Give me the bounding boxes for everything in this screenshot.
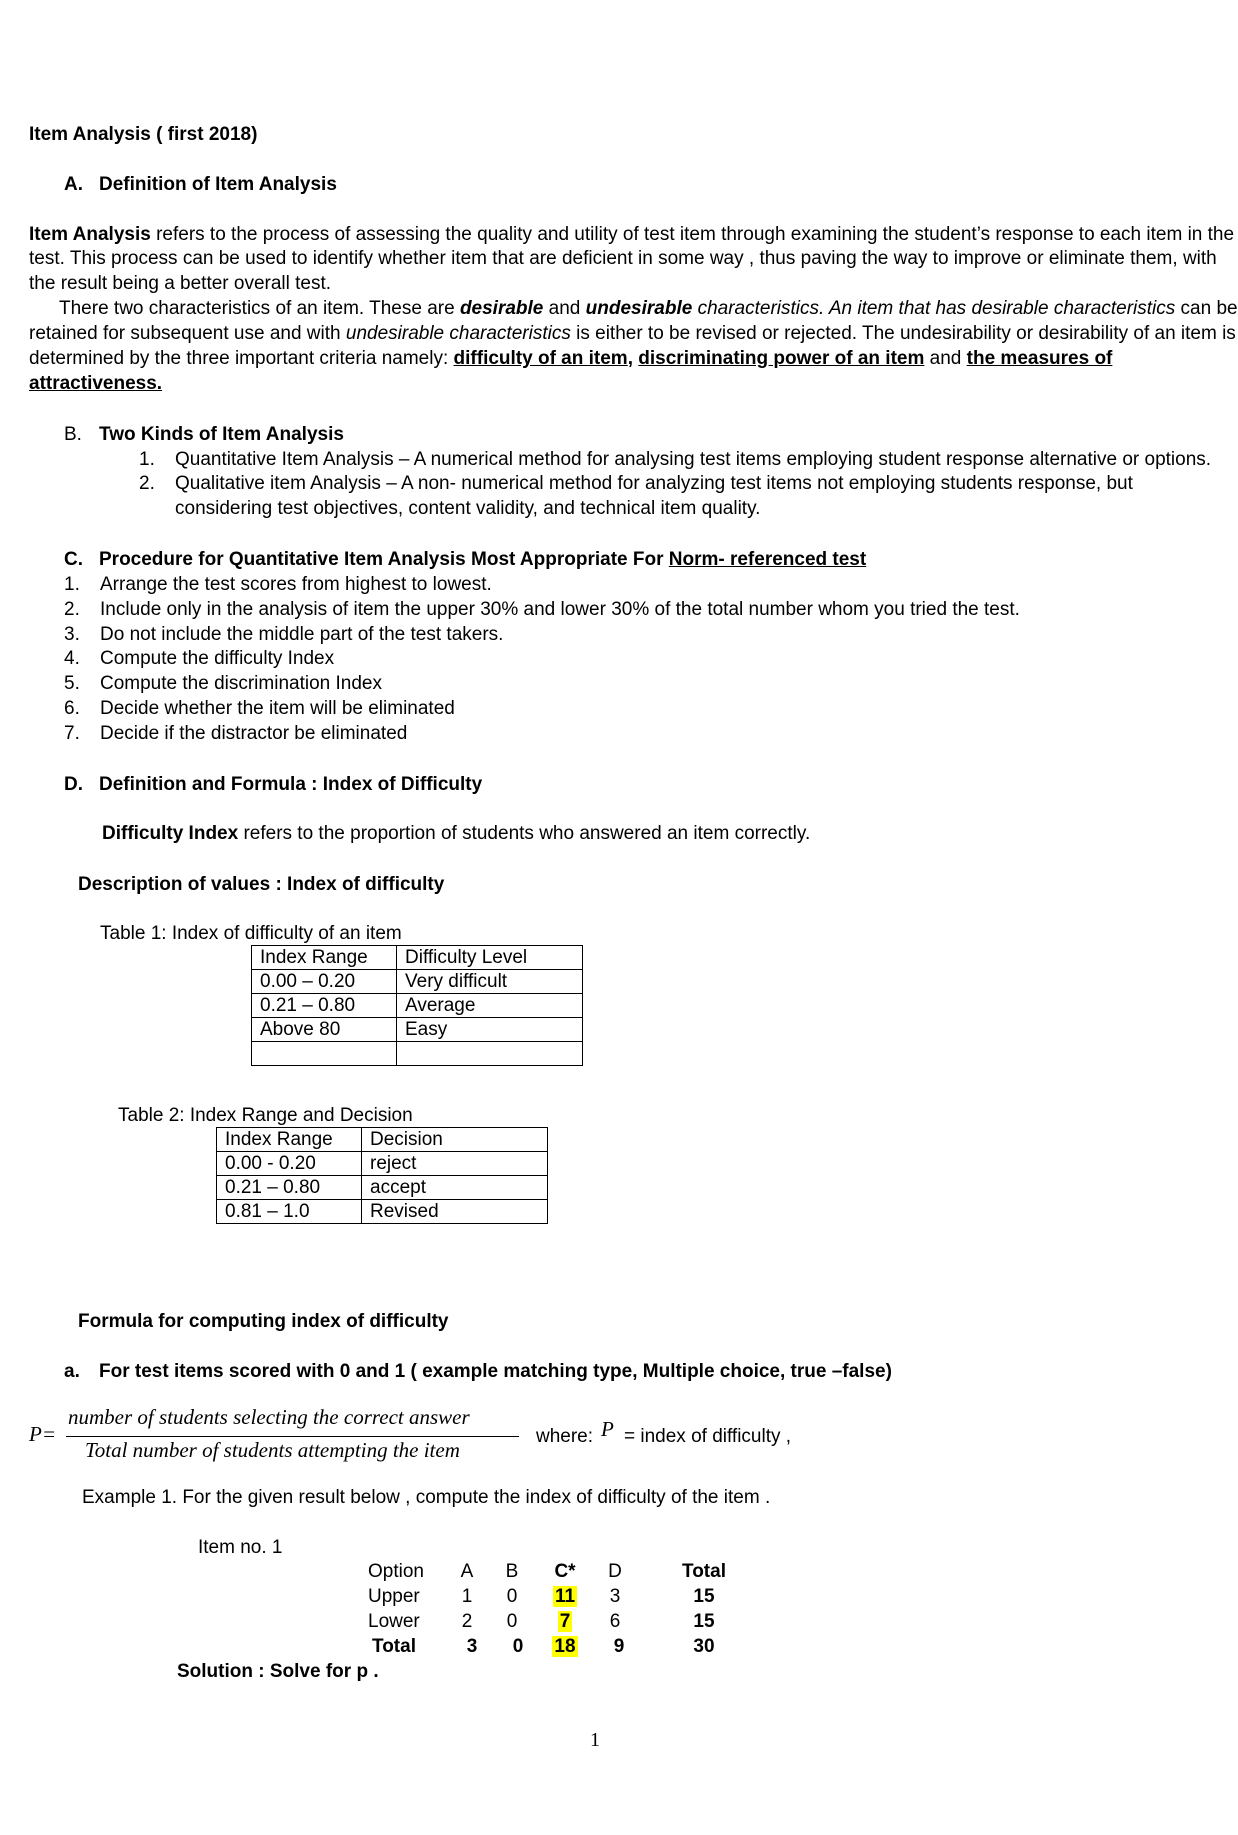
section-a-para2-line4: attractiveness. bbox=[29, 373, 163, 394]
description-heading: Description of values : Index of difficulty bbox=[78, 874, 445, 895]
table-row: Above 80 Easy bbox=[252, 1018, 583, 1042]
list-item: 2. Include only in the analysis of item the upper 30% and lower 30% of the total number whom you tried the test. bbox=[64, 599, 1020, 620]
formula-a-text: For test items scored with 0 and 1 ( example matching type, Multiple choice, true –false) bbox=[99, 1361, 892, 1382]
table1-caption: Table 1: Index of difficulty of an item bbox=[100, 923, 402, 944]
table-row: Index Range Difficulty Level bbox=[252, 946, 583, 970]
list-item: 2. Qualitative item Analysis – A non- numerical method for analyzing test items not employing students response, but bbox=[139, 473, 1133, 494]
section-a-para2-line2: retained for subsequent use and with undesirable characteristics is either to be revised or rejected. The undesirability or desirability of an item is bbox=[29, 323, 1236, 344]
table-row: Total 3 0 18 9 30 bbox=[372, 1636, 715, 1657]
difficulty-table bbox=[251, 945, 583, 1066]
document-title: Item Analysis ( first 2018) bbox=[29, 124, 258, 145]
table-row: Upper 1 0 11 3 15 bbox=[368, 1586, 715, 1607]
table-row bbox=[252, 1042, 583, 1066]
section-d-heading: Definition and Formula : Index of Difficulty bbox=[99, 774, 483, 795]
section-b-letter: B. bbox=[64, 424, 82, 445]
table2-caption: Table 2: Index Range and Decision bbox=[118, 1105, 413, 1126]
table-row: 0.00 - 0.20 reject bbox=[217, 1152, 548, 1176]
formula-a-letter: a. bbox=[64, 1361, 80, 1382]
formula-p-definition: = index of difficulty , bbox=[624, 1426, 792, 1447]
list-item: 1. Quantitative Item Analysis – A numerical method for analysing test items employing student response alternative or options. bbox=[139, 449, 1212, 470]
section-a-letter: A. bbox=[64, 174, 83, 195]
decision-table bbox=[216, 1127, 548, 1224]
formula-lhs: P= bbox=[29, 1422, 56, 1446]
table-row: Index Range Decision bbox=[217, 1128, 548, 1152]
example-text: Example 1. For the given result below , compute the index of difficulty of the item . bbox=[82, 1487, 771, 1508]
section-a-para1-line2: test. This process can be used to identify whether item that are deficient in some way , thus paving the way to improve or eliminate them, with bbox=[29, 248, 1217, 269]
table-row: Lower 2 0 7 6 15 bbox=[368, 1611, 715, 1632]
table-row: Option A B C* D Total bbox=[368, 1561, 726, 1582]
page-number: 1 bbox=[590, 1729, 600, 1751]
section-d-letter: D. bbox=[64, 774, 83, 795]
highlighted-correct-count: 18 bbox=[554, 1636, 576, 1657]
section-a-para2-line1: There two characteristics of an item. These are desirable and undesirable characteristics. An item that has desirable characteristics can be bbox=[59, 298, 1238, 319]
section-a-para2-line3: determined by the three important criteria namely: difficulty of an item, discriminating power of an item and the measures of bbox=[29, 348, 1113, 369]
formula-where: where: bbox=[536, 1426, 594, 1447]
section-b-heading: Two Kinds of Item Analysis bbox=[99, 424, 344, 445]
fraction-bar bbox=[66, 1436, 519, 1437]
table-row: 0.81 – 1.0 Revised bbox=[217, 1200, 548, 1224]
example-result-table bbox=[368, 1559, 738, 1659]
list-item: 7. Decide if the distractor be eliminated bbox=[64, 723, 408, 744]
highlighted-correct-count: 7 bbox=[559, 1611, 571, 1632]
section-c-letter: C. bbox=[64, 549, 83, 570]
list-item: 5. Compute the discrimination Index bbox=[64, 673, 382, 694]
list-item: 6. Decide whether the item will be eliminated bbox=[64, 698, 455, 719]
list-item: 1. Arrange the test scores from highest to lowest. bbox=[64, 574, 492, 595]
table-row: 0.21 – 0.80 Average bbox=[252, 994, 583, 1018]
formula-numerator: number of students selecting the correct answer bbox=[68, 1405, 470, 1429]
table-row: 0.21 – 0.80 accept bbox=[217, 1176, 548, 1200]
formula-p-symbol: P bbox=[601, 1417, 614, 1441]
formula-heading: Formula for computing index of difficulty bbox=[78, 1311, 449, 1332]
solution-text: Solution : Solve for p . bbox=[177, 1661, 379, 1682]
item-label: Item no. 1 bbox=[198, 1537, 283, 1558]
list-item-continuation: considering test objectives, content validity, and technical item quality. bbox=[175, 498, 761, 519]
table-row: 0.00 – 0.20 Very difficult bbox=[252, 970, 583, 994]
difficulty-index-definition: Difficulty Index refers to the proportion of students who answered an item correctly. bbox=[102, 823, 811, 844]
section-c-heading: Procedure for Quantitative Item Analysis Most Appropriate For Norm- referenced test bbox=[99, 549, 867, 570]
formula-denominator: Total number of students attempting the item bbox=[85, 1438, 460, 1462]
section-a-heading: Definition of Item Analysis bbox=[99, 174, 337, 195]
list-item: 4. Compute the difficulty Index bbox=[64, 648, 335, 669]
highlighted-correct-count: 11 bbox=[554, 1586, 576, 1607]
section-a-para1-line3: the result being a better overall test. bbox=[29, 273, 332, 294]
list-item: 3. Do not include the middle part of the test takers. bbox=[64, 624, 504, 645]
section-a-para1-line1: Item Analysis refers to the process of assessing the quality and utility of test item through examining the student’s response to each item in the bbox=[29, 224, 1235, 245]
